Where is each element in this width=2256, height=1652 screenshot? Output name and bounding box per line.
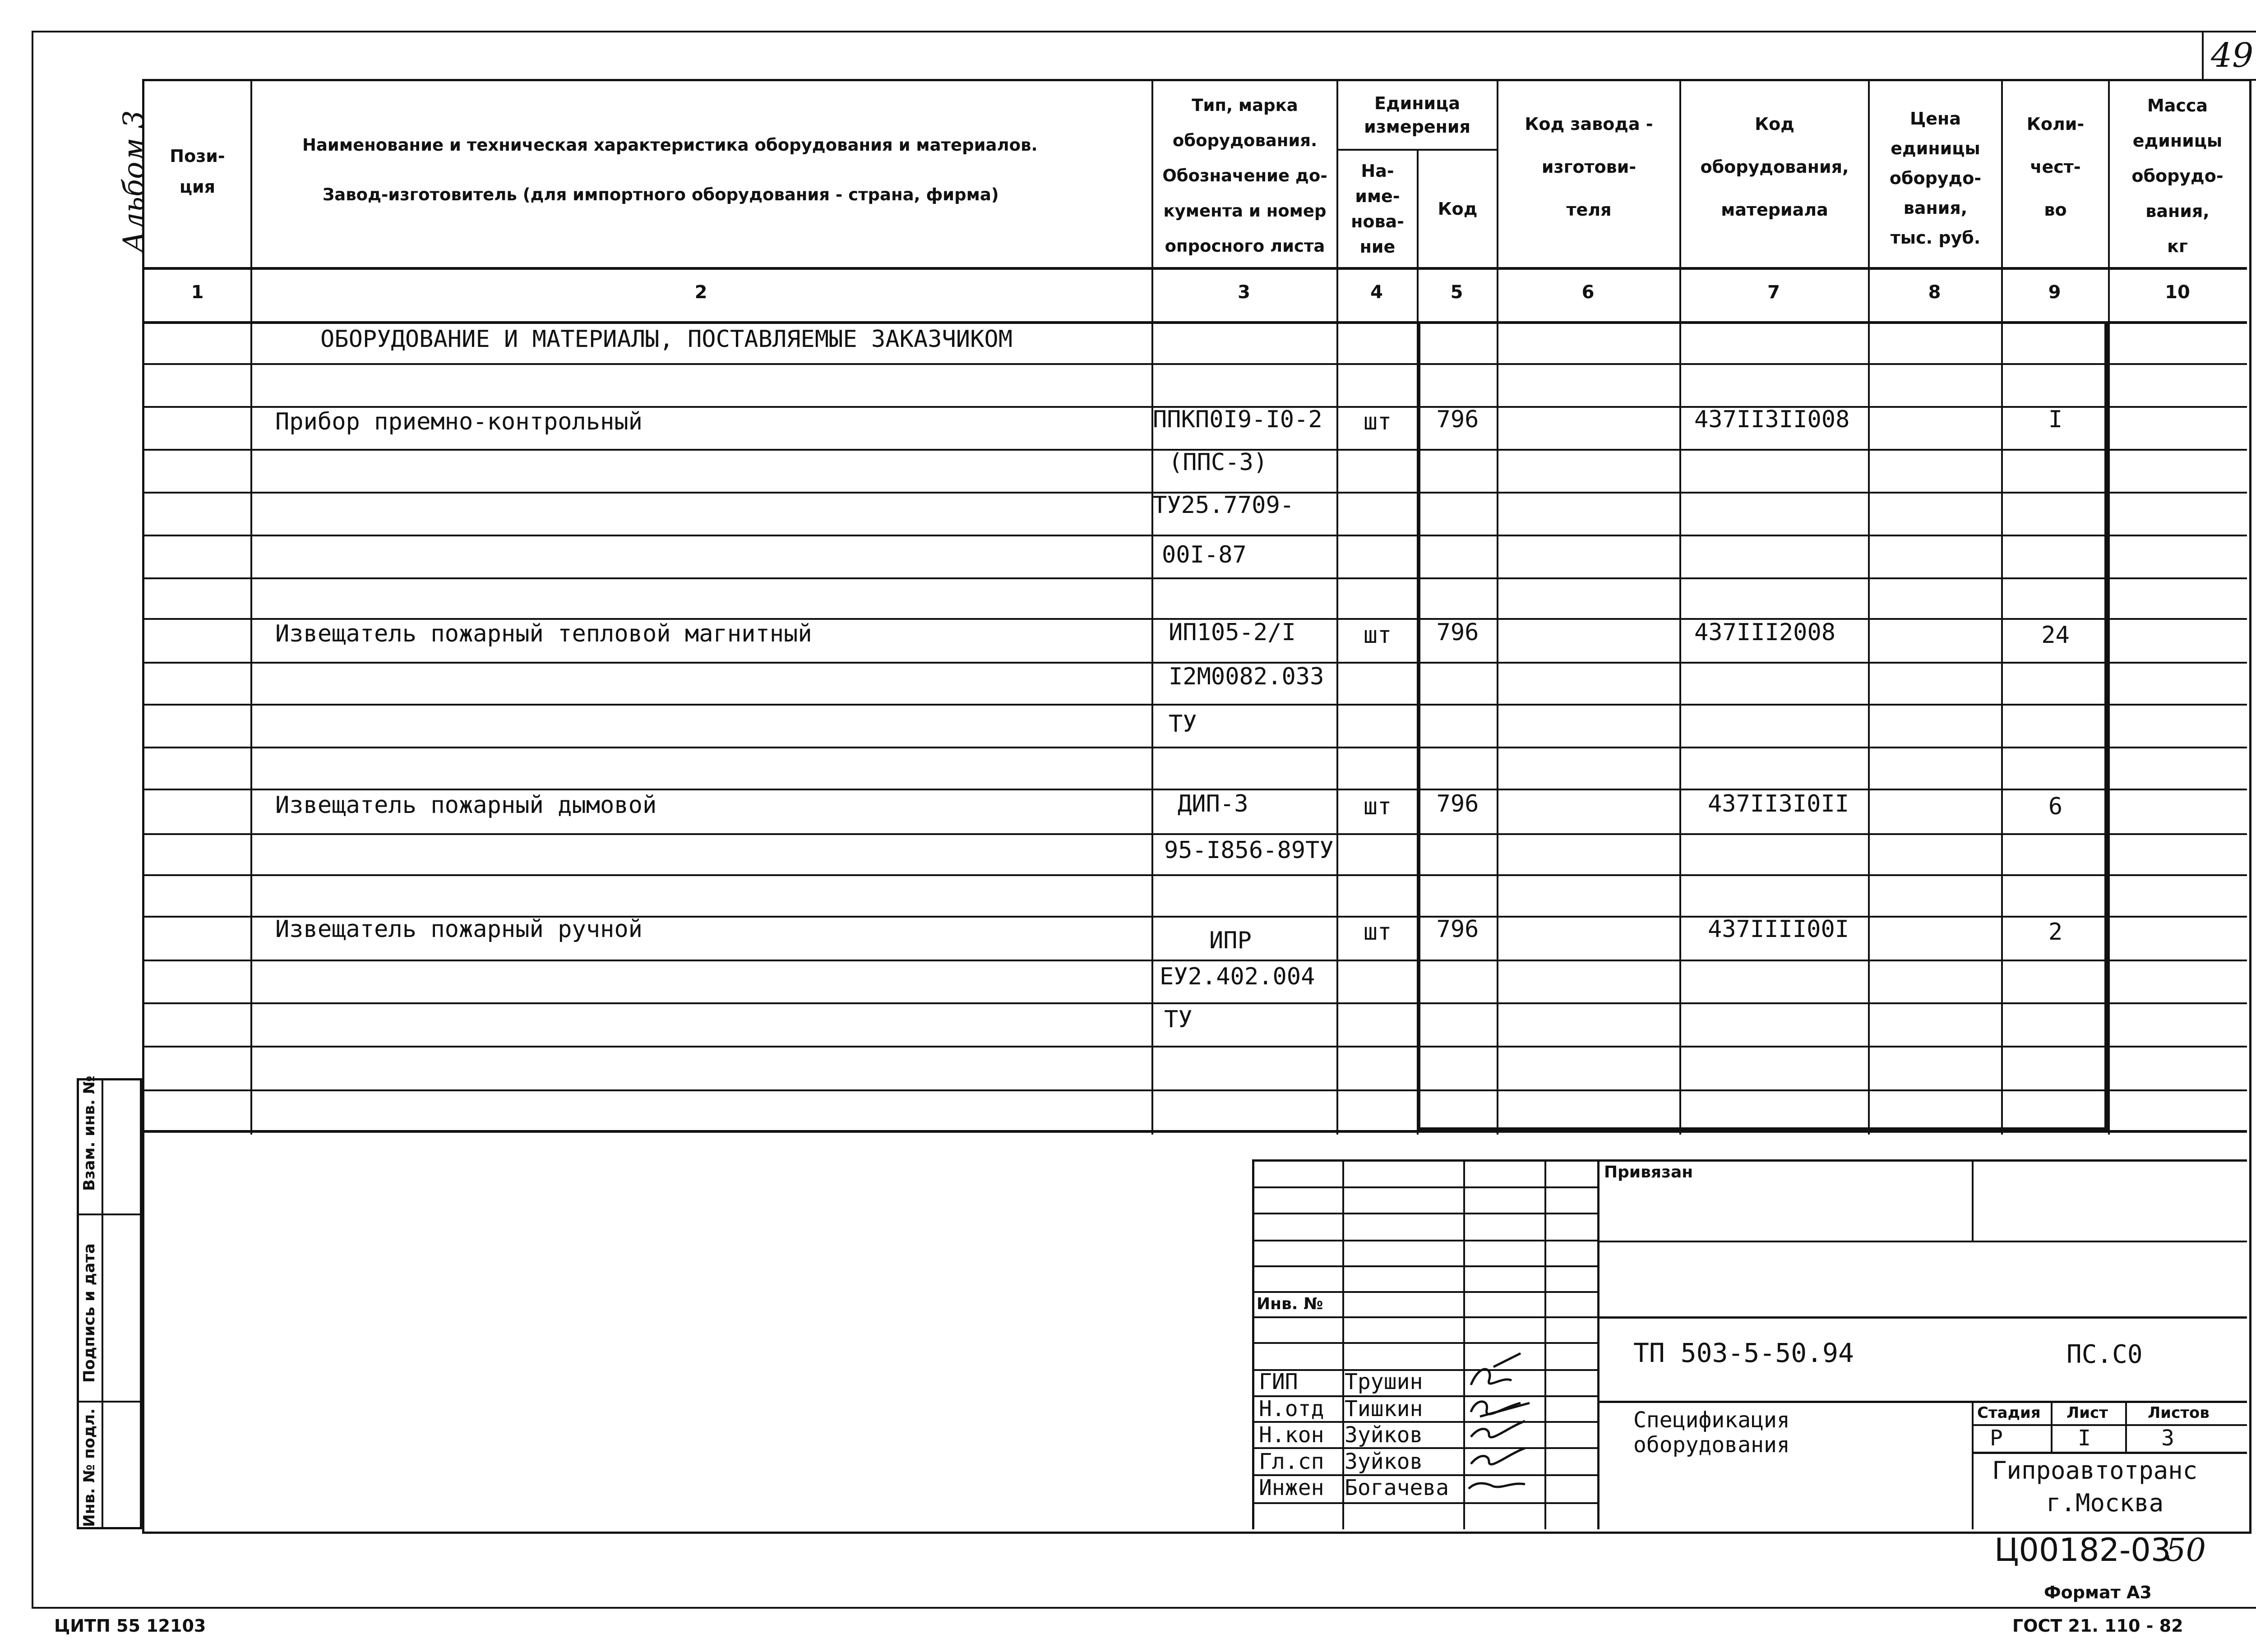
header-col45-line: измерения — [1364, 117, 1470, 137]
tb-role: Гл.сп — [1259, 1449, 1324, 1474]
colnum-3: 3 — [1238, 282, 1250, 303]
item-unit-code: 796 — [1436, 406, 1479, 433]
item-name: Извещатель пожарный ручной — [275, 916, 643, 943]
signature-mark — [1471, 1353, 1521, 1385]
tb-privyazan-bottom — [1597, 1241, 2247, 1242]
header-col3-line: опросного листа — [1165, 236, 1325, 256]
item-unit: шт — [1363, 918, 1392, 946]
item-equip-code: 437II3II008 — [1694, 406, 1850, 433]
tb-org-line2: г.Москва — [2046, 1489, 2164, 1517]
item-type-line: ТУ — [1169, 711, 1197, 738]
header-col10-line: Масса — [2147, 96, 2208, 115]
header-col6-line: изготови- — [1541, 157, 1637, 177]
item-type-line: (ППС-3) — [1169, 449, 1268, 476]
header-col2-line2: Завод-изготовитель (для импортного оборудования - страна, фирма) — [323, 185, 999, 204]
tb-privyazan: Привязан — [1604, 1163, 1693, 1181]
header-col9 — [2003, 99, 2108, 235]
tb-role: ГИП — [1259, 1369, 1298, 1394]
signature-mark — [1469, 1483, 1525, 1489]
format-label: Формат А3 — [2044, 1583, 2152, 1602]
header-col6 — [1498, 99, 1679, 235]
header-col3-line: оборудования. — [1172, 131, 1318, 150]
header-col10 — [2110, 90, 2245, 262]
item-type-line: ИП105-2/I — [1169, 619, 1296, 646]
page-number: 49 — [2211, 36, 2254, 75]
header-col8-line: вания, — [1903, 198, 1968, 218]
tb-code-top — [1597, 1316, 2247, 1319]
header-col9-line: во — [2044, 199, 2067, 220]
item-name: Извещатель пожарный дымовой — [275, 792, 657, 819]
tb-code-bottom — [1597, 1401, 2247, 1403]
tb-mark: ПС.С0 — [2066, 1340, 2143, 1369]
side-stamp-sep2 — [77, 1401, 142, 1403]
header-col10-line: единицы — [2132, 131, 2223, 151]
header-col1-line: ция — [179, 177, 216, 197]
item-name: Извещатель пожарный тепловой магнитный — [275, 620, 812, 647]
header-col4 — [1338, 153, 1417, 264]
colnum-8: 8 — [1928, 282, 1941, 303]
tb-org-line1: Гипроавтотранс — [1992, 1456, 2198, 1485]
side-vzam: Взам. инв. № — [80, 1075, 98, 1191]
item-qty: 6 — [2048, 793, 2063, 820]
tb-person: Тишкин — [1345, 1396, 1423, 1421]
item-unit: шт — [1363, 408, 1392, 435]
colnum-9: 9 — [2048, 282, 2061, 303]
colnum-4: 4 — [1370, 282, 1383, 303]
colnum-7: 7 — [1767, 282, 1780, 303]
tb-inv-no: Инв. № — [1257, 1295, 1323, 1313]
header-col10-line: вания, — [2145, 201, 2210, 221]
item-type-line: I2М0082.033 — [1169, 663, 1324, 690]
archive-sheet: 50 — [2166, 1532, 2206, 1569]
tb-sheet-label: Лист — [2066, 1404, 2108, 1422]
header-col7-line: Код — [1755, 114, 1794, 134]
colnum-5: 5 — [1450, 282, 1463, 303]
tb-stage-label: Стадия — [1977, 1404, 2041, 1422]
item-qty: 24 — [2041, 622, 2070, 649]
thick-box — [1417, 321, 2108, 1131]
item-type-line: 95-I856-89ТУ — [1164, 837, 1334, 864]
colnum-6: 6 — [1581, 282, 1595, 303]
item-type-line: ДИП-3 — [1178, 790, 1248, 817]
col-line-1 — [250, 79, 252, 1135]
item-equip-code: 437II3I0II — [1708, 790, 1849, 817]
colnum-2: 2 — [694, 282, 707, 303]
item-type-line: ИПР — [1209, 927, 1252, 954]
tb-stage: Р — [1990, 1426, 2003, 1451]
item-unit-code: 796 — [1436, 916, 1479, 943]
tb-doc-code: ТП 503-5-50.94 — [1633, 1338, 1854, 1368]
header-col7-line: материала — [1721, 199, 1828, 220]
header-col10-line: кг — [2167, 236, 2188, 256]
printer-label: ЦИТП 55 12103 — [54, 1616, 206, 1636]
tb-privyazan-divider — [1972, 1159, 1974, 1241]
header-col8-line: единицы — [1891, 138, 1980, 158]
side-stamp-sep1 — [77, 1214, 142, 1215]
colnum-1: 1 — [191, 282, 204, 303]
item-qty: 2 — [2048, 918, 2063, 946]
header-col4-line: ние — [1359, 236, 1396, 257]
item-unit-code: 796 — [1436, 790, 1479, 817]
header-col4-line: нова- — [1351, 211, 1404, 231]
header-col9-line: чест- — [2030, 157, 2081, 177]
header-col1-line: Пози- — [170, 146, 225, 166]
album-label: Альбом 3 — [117, 110, 151, 253]
header-col7 — [1681, 99, 1868, 235]
header-col5: Код — [1438, 198, 1478, 219]
header-col10-line: оборудо- — [2131, 166, 2224, 186]
item-qty: I — [2048, 406, 2063, 433]
header-bottom-line — [144, 267, 2247, 270]
header-col45-line: Единица — [1374, 93, 1460, 113]
archive-code: Ц00182-03 — [1994, 1532, 2171, 1569]
tb-sheet-divider2 — [2125, 1401, 2127, 1452]
header-col3-line: Тип, марка — [1192, 96, 1298, 115]
signatures — [1462, 1349, 1561, 1507]
tb-person: Богачева — [1345, 1475, 1449, 1500]
header-col4-line: име- — [1355, 186, 1400, 206]
item-unit: шт — [1363, 622, 1392, 649]
side-podpis: Подпись и дата — [80, 1243, 98, 1383]
header-col3 — [1153, 90, 1336, 262]
item-type-line: ТУ — [1164, 1006, 1193, 1033]
tb-person: Зуйков — [1345, 1449, 1423, 1474]
item-equip-code: 437III2008 — [1694, 619, 1836, 646]
header-col45 — [1338, 88, 1496, 142]
item-equip-code: 437IIII00I — [1708, 916, 1849, 943]
item-type-line: ТУ25.7709- — [1153, 492, 1294, 519]
tb-role: Н.отд — [1259, 1396, 1324, 1421]
tb-role: Н.кон — [1259, 1422, 1324, 1448]
item-unit-code: 796 — [1436, 619, 1479, 646]
item-type-line: 00I-87 — [1162, 541, 1247, 568]
tb-stage-divider — [1972, 1401, 1974, 1529]
tb-title-line2: оборудования — [1633, 1432, 1790, 1458]
header-col3-line: Обозначение до- — [1162, 166, 1327, 185]
tb-sheet-divider1 — [2051, 1401, 2053, 1452]
item-type-line: ЕУ2.402.004 — [1160, 963, 1315, 990]
header-col8-line: тыс. руб. — [1890, 228, 1981, 248]
header-col4-line: На- — [1361, 161, 1394, 181]
header-col9-line: Коли- — [2026, 114, 2085, 134]
tb-stage-value-bottom — [1972, 1452, 2247, 1454]
header-col6-line: теля — [1566, 199, 1612, 220]
header-col2-line1: Наименование и техническая характеристика оборудования и материалов. — [302, 135, 1038, 155]
side-stamp-divider — [102, 1078, 103, 1529]
tb-person: Трушин — [1345, 1369, 1423, 1394]
colnum-10: 10 — [2165, 282, 2190, 303]
tb-sheets: 3 — [2161, 1426, 2174, 1451]
header-col7-line: оборудования, — [1700, 157, 1849, 177]
signature-mark — [1471, 1421, 1525, 1437]
gost-label: ГОСТ 21. 110 - 82 — [2012, 1616, 2183, 1636]
section-title: ОБОРУДОВАНИЕ И МАТЕРИАЛЫ, ПОСТАВЛЯЕМЫЕ ЗАКАЗЧИКОМ — [320, 326, 1013, 353]
header-col3-line: кумента и номер — [1163, 201, 1327, 221]
header-col1 — [144, 113, 250, 230]
tb-role: Инжен — [1259, 1475, 1324, 1500]
header-col8-line: Цена — [1910, 109, 1961, 129]
tb-stage-label-bottom — [1972, 1424, 2247, 1426]
header-col6-line: Код завода - — [1525, 114, 1653, 134]
header-col8-line: оборудо- — [1889, 168, 1982, 188]
tb-sheet: I — [2078, 1426, 2091, 1451]
tb-v1 — [1342, 1159, 1344, 1529]
signature-mark — [1471, 1448, 1525, 1464]
tb-sheets-label: Листов — [2148, 1404, 2210, 1422]
tb-v4 — [1597, 1159, 1600, 1529]
item-unit: шт — [1363, 793, 1392, 820]
tb-person: Зуйков — [1345, 1422, 1423, 1448]
signature-mark — [1471, 1402, 1530, 1417]
header-col8 — [1870, 97, 2001, 259]
item-name: Прибор приемно-контрольный — [275, 408, 643, 435]
item-type-line: ППКП0I9-I0-2 — [1153, 406, 1322, 433]
side-inv-podl: Инв. № подл. — [80, 1408, 98, 1527]
tb-title-line1: Спецификация — [1633, 1407, 1790, 1433]
